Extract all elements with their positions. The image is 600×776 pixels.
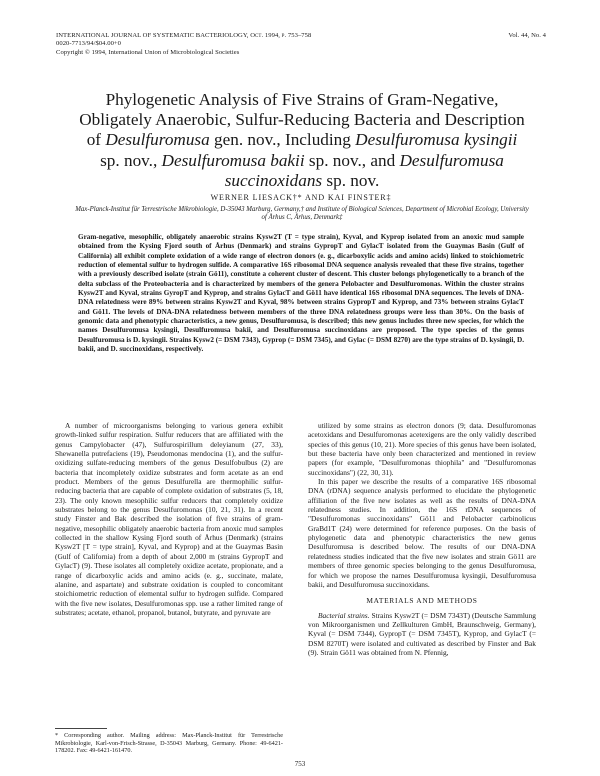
run-in-heading: Bacterial strains.	[318, 610, 370, 620]
intro-paragraph-aims: In this paper we describe the results of a comparative 16S ribosomal DNA (rDNA) sequence analysis performed to elucidate the phylogenetic affiliation of the five new isolates as well as the results of DNA-DNA relatedness studies. In addition, the 16S rDNA sequences of "Desulfuromonas succinoxidans" Gö11 and Pelobacter carbinolicus GraBd1T (24) were determined for reference purposes. On the basis of phylogenetic data and phenotypic characteristics the new genus Desulfuromusa is described below. The results of our DNA-DNA relatedness studies indicated that the five new isolates and strain Gö11 are members of three genomic species belonging to the genus Desulfuromusa, for which we propose the names Desulfuromusa kysingii, Desulfuromusa bakii, and Desulfuromusa succinoxidans.	[308, 477, 536, 589]
body-column-left	[55, 421, 283, 617]
page-number: 753	[294, 760, 306, 768]
author-list: WERNER LIESACK†* AND KAI FINSTER‡	[210, 193, 392, 202]
journal-copyright: Copyright © 1994, International Union of Microbiological Societies	[56, 48, 240, 56]
author-affiliation: Max-Planck-Institut für Terrestrische Mikrobiologie, D-35043 Marburg, Germany,† and Institute of Biological Sciences, Department of Microbial Ecology, University of Århus C, Århus, Denmark‡	[75, 206, 529, 222]
corresponding-author-footnote: * Corresponding author. Mailing address: Max-Planck-Institut für Terrestrische Mikrobiologie, Karl-von-Frisch-Strasse, D-35043 Marburg, Germany. Phone: 49-6421-178202. Fax: 49-6421-161470.	[55, 728, 283, 755]
abstract: Gram-negative, mesophilic, obligately anaerobic strains Kysw2T (T = type strain), Kyval, and Kyprop isolated from an anoxic mud sample obtained from the Kysing Fjord south of Århus (Denmark) and strains GypropT and GylacT isolated from the Guaymas Basin (Gulf of California) all exhibit complete oxidation of a wide range of electron donors (e. g., dicarboxylic acids and amino acids) linked to stoichiometric reduction of elemental sulfur to hydrogen sulfide. A comparative 16S ribosomal DNA sequence analysis revealed that these five strains, together with a previously described isolate (strain Gö11), constitute a coherent cluster of descent. This cluster belongs phylogenetically to a branch of the delta subclass of the Proteobacteria and is characterized by members of the genera Pelobacter and Desulfuromonas. Within the cluster strains Kysw2T and Kyval, strains GyropT and Kyprop, and strains GylacT and Gö11 have identical 16S ribosomal DNA sequences. The levels of DNA-DNA relatedness were 89% between strains Kysw2T and Kyval, 98% between strains GypropT and Kyprop, and 73% between strains GylacT and Gö11. The levels of DNA-DNA relatedness between members of the three DNA relatedness groups were less than 30%. On the basis of genomic data and phenotypic characteristics, a new genus, Desulfuromusa, is described; this new genus includes three new species, for which the names Desulfuromusa kysingii, Desulfuromusa bakii, and Desulfuromusa succinoxidans are proposed. The type species of the genus Desulfuromusa is D. kysingii. Strains Kysw2 (= DSM 7343), Gyprop (= DSM 7345), and Gylac (= DSM 8270) are the type strains of D. kysingii, D. bakii, and D. succinoxidans, respectively.	[78, 233, 524, 354]
paper-title: Phylogenetic Analysis of Five Strains of Gram-Negative, Obligately Anaerobic, Sulfur-Reducing Bacteria and Description of Desulfuromusa gen. nov., Including Desulfuromusa kysingii sp. nov., Desulfuromusa bakii sp. nov., and Desulfuromusa succinoxidans sp. nov.	[79, 90, 525, 190]
methods-paragraph: Bacterial strains. Strains Kysw2T (= DSM 7343T) (Deutsche Sammlung von Mikroorganismen und Zellkulturen GmbH, Braunschweig, Germany), Kyval (= DSM 7344), GypropT (= DSM 7345T), Kyprop, and GylacT (= DSM 8270T) were isolated and cultivated as described by Finster and Bak (9). Strain Gö11 was obtained from N. Pfennig,	[308, 610, 536, 657]
journal-volume: Vol. 44, No. 4	[508, 32, 546, 39]
intro-paragraph: A number of microorganisms belonging to various genera exhibit growth-linked sulfur respiration. Sulfur reducers that are affiliated with the genus Campylobacter (47), Sulfurospirillum deleyianum (27, 33), Shewanella putrefaciens (19), Pseudomonas mendocina (1), and the sulfur-oxidizing sulfate-reducing members of the genus Desulfobulbus (2) are bacteria that incompletely oxidize substrates and form acetate as an end product. Members of the genus Desulfurella are thermophilic sulfur-reducing bacteria that are capable of complete oxidation of substrates (5, 18, 23). The only known mesophilic sulfur reducers that completely oxidize substrates belong to the genus Desulfuromonas (10, 21, 31). In a recent study Finster and Bak described the isolation of five strains of gram-negative, mesophilic obligately anaerobic bacteria from anoxic mud samples collected in the shallow Kysing Fjord south of Århus (Denmark) (strains Kysw2T [T = type strain], Kyval, and Kyprop) and at the Guaymas Basin (Gulf of California) from a depth of about 2,000 m (strains GypropT and GylacT) (9). These isolates all completely oxidize acetate, propionate, and a range of dicarboxylic acids and amino acids (e. g., succinate, malate, alanine, and aspartate) and substrate oxidation is coupled to concomitant stoichiometric reduction of elemental sulfur to hydrogen sulfide. Compared with the five new isolates, Desulfuromonas spp. use a rather limited range of substrates; acetate, ethanol, propanol, butanol, butyrate, and pyruvate are	[55, 421, 283, 617]
section-heading-methods: MATERIALS AND METHODS	[366, 596, 478, 606]
journal-issn: 0020-7713/94/$04.00+0	[56, 40, 122, 48]
footnote-rule	[55, 728, 107, 729]
intro-paragraph-continued: utilized by some strains as electron donors (9; data. Desulfuromonas acetoxidans and Desulfuromonas acetexigens are the only validly described species of this genus (10, 21). More species of this genus have been isolated, but these bacteria have only been characterized and mentioned in review papers (for example, "Desulfuromonas thiophila" and "Desulfuromonas succinoxidans") (22, 30, 31).	[308, 421, 536, 477]
journal-citation: INTERNATIONAL JOURNAL OF SYSTEMATIC BACTERIOLOGY, Oct. 1994, p. 753–758	[56, 32, 312, 39]
journal-header	[56, 32, 546, 57]
body-column-right	[308, 421, 536, 657]
